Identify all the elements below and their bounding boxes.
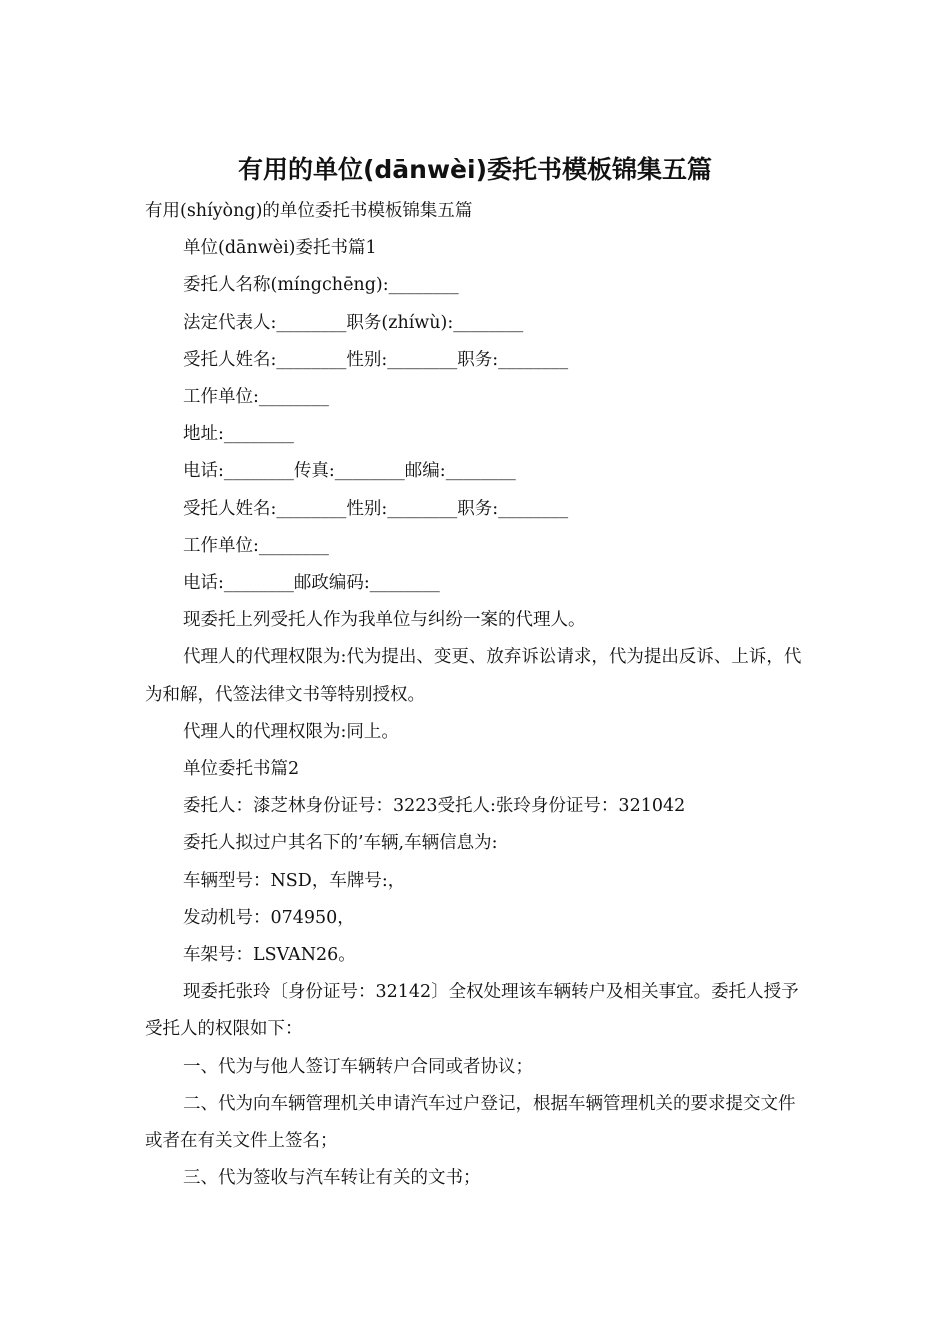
form-line-work-unit-2: 工作单位:________	[183, 535, 329, 556]
section-heading-2: 单位委托书篇2	[183, 759, 300, 780]
form-line-phone-postcode: 电话:________邮政编码:________	[183, 573, 440, 594]
paragraph-entrust: 现委托上列受托人作为我单位与纠纷一案的代理人。	[183, 610, 586, 631]
paragraph-authority-same: 代理人的代理权限为:同上。	[183, 721, 399, 742]
list-item-1: 一、代为与他人签订车辆转户合同或者协议；	[183, 1056, 533, 1077]
section-heading-1: 单位(dānwèi)委托书篇1	[183, 238, 377, 259]
paragraph-vehicle-model: 车辆型号：NSD，车牌号:，	[183, 870, 406, 891]
document-title: 有用的单位(dānwèi)委托书模板锦集五篇	[237, 155, 713, 184]
form-line-phone-fax: 电话:________传真:________邮编:________	[183, 461, 516, 482]
list-item-2: 二、代为向车辆管理机关申请汽车过户登记，根据车辆管理机关的要求提交文件或者在有关文件上签名；	[145, 1093, 796, 1152]
paragraph-authority: 代理人的代理权限为:代为提出、变更、放弃诉讼请求，代为提出反诉、上诉，代为和解，代签法律文书等特别授权。	[145, 647, 802, 705]
paragraph-frame-number: 车架号：LSVAN26。	[183, 945, 356, 966]
paragraph-parties: 委托人：漆芝林身份证号：3223受托人:张玲身份证号：321042	[183, 796, 686, 817]
form-line-agent-1: 受托人姓名:________性别:________职务:________	[183, 349, 569, 370]
paragraph-vehicle-intro: 委托人拟过户其名下的’车辆,车辆信息为:	[183, 833, 498, 854]
form-line-work-unit-1: 工作单位:________	[183, 387, 329, 408]
form-line-legal-rep: 法定代表人:________职务(zhíwù):________	[183, 312, 524, 333]
paragraph-entrust-zhangling: 现委托张玲〔身份证号：32142〕全权处理该车辆转户及相关事宜。委托人授予受托人的权限如下：	[145, 982, 799, 1040]
form-line-agent-2: 受托人姓名:________性别:________职务:________	[183, 498, 569, 519]
list-item-3: 三、代为签收与汽车转让有关的文书；	[183, 1168, 481, 1189]
form-line-address: 地址:________	[183, 424, 294, 445]
document-subtitle: 有用(shíyòng)的单位委托书模板锦集五篇	[145, 201, 473, 221]
document-body	[145, 193, 810, 1197]
paragraph-engine-number: 发动机号：074950，	[183, 907, 355, 928]
form-line-principal-name: 委托人名称(míngchēng):________	[183, 275, 459, 296]
